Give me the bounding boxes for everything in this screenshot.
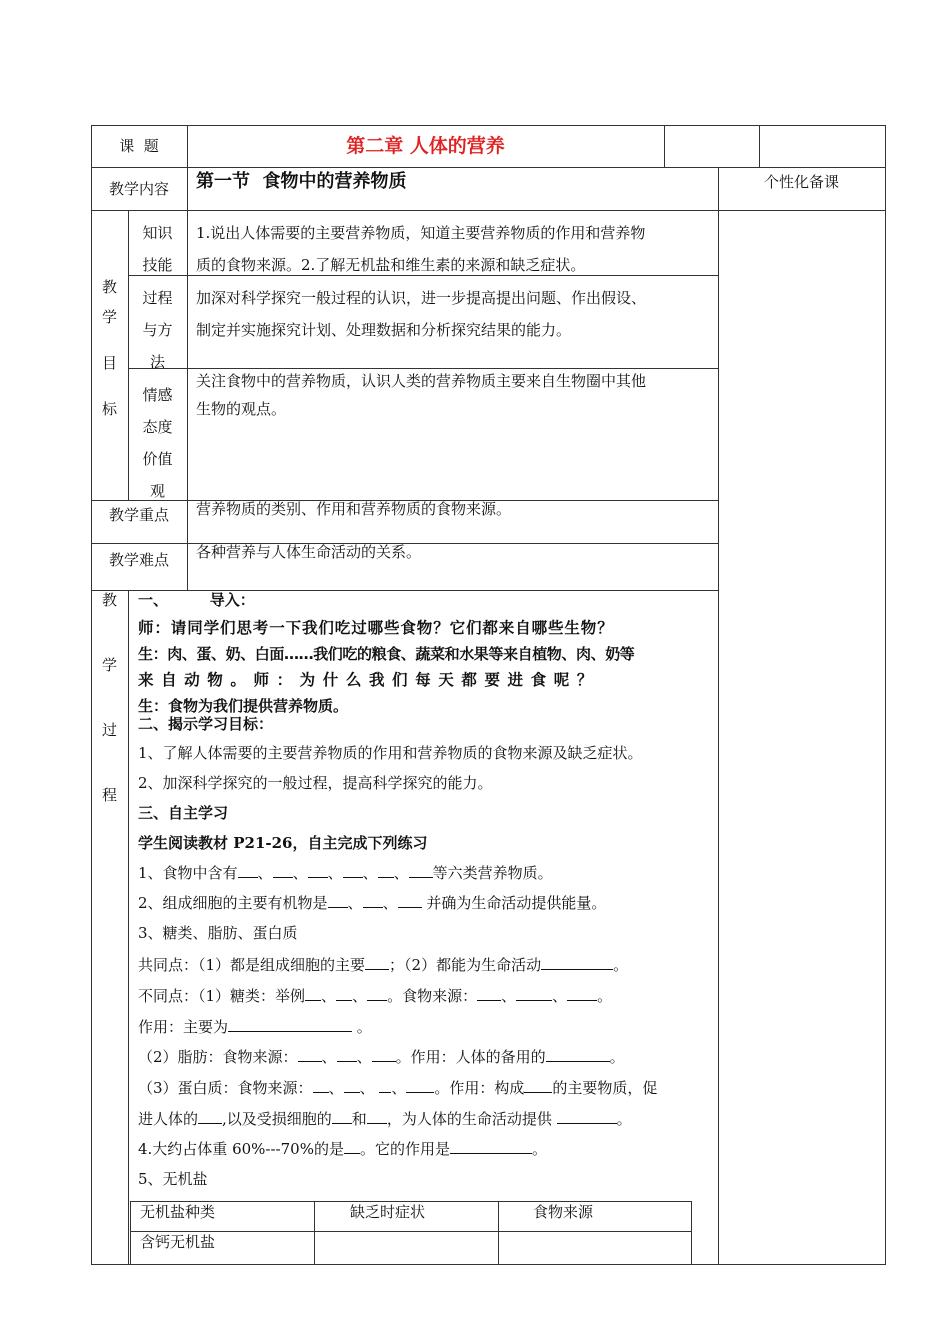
fill-blank[interactable] bbox=[308, 861, 328, 878]
question-3-common: 共同点：（1）都是组成细胞的主要 ；（2）都能为生命活动 。 bbox=[138, 950, 628, 980]
table-header-type: 无机盐种类 bbox=[140, 1203, 216, 1221]
question-5: 5、无机盐 bbox=[138, 1170, 208, 1188]
fill-blank[interactable] bbox=[450, 1137, 532, 1154]
question-4: 4.大约占体重 60%---70%的是 。它的作用是 。 bbox=[138, 1134, 547, 1164]
fill-blank[interactable] bbox=[516, 984, 552, 1001]
topic-label: 课 题 bbox=[119, 137, 159, 155]
fill-blank[interactable] bbox=[298, 1045, 322, 1062]
fill-blank[interactable] bbox=[305, 984, 321, 1001]
fill-blank[interactable] bbox=[198, 1107, 222, 1124]
key-point-label: 教学重点 bbox=[108, 506, 169, 524]
fill-blank[interactable] bbox=[398, 891, 422, 908]
fill-blank[interactable] bbox=[273, 861, 293, 878]
fill-blank[interactable] bbox=[313, 1076, 329, 1093]
difficulty-text: 各种营养与人体生命活动的关系。 bbox=[196, 543, 422, 561]
goal-item: 2、加深科学探究的一般过程，提高科学探究的能力。 bbox=[138, 774, 493, 792]
topic-value: 第二章 人体的营养 bbox=[346, 135, 505, 157]
difficulty-label: 教学难点 bbox=[108, 551, 169, 569]
key-point-text: 营养物质的类别、作用和营养物质的食物来源。 bbox=[196, 500, 512, 518]
question-1: 1、食物中含有 、 、 、 、 、 等六类营养物质。 bbox=[138, 858, 553, 888]
fill-blank[interactable] bbox=[372, 1045, 396, 1062]
fill-blank[interactable] bbox=[343, 861, 363, 878]
fill-blank[interactable] bbox=[344, 1137, 360, 1154]
fill-blank[interactable] bbox=[379, 1076, 391, 1093]
fill-blank[interactable] bbox=[546, 1045, 610, 1062]
table-header-source: 食物来源 bbox=[533, 1203, 594, 1221]
fill-blank[interactable] bbox=[409, 861, 433, 878]
fill-blank[interactable] bbox=[365, 953, 389, 970]
intro-heading: 一、 导入： bbox=[138, 591, 255, 609]
fill-blank[interactable] bbox=[367, 1107, 387, 1124]
question-3: 3、糖类、脂肪、蛋白质 bbox=[138, 924, 298, 942]
fill-blank[interactable] bbox=[363, 891, 383, 908]
fill-blank[interactable] bbox=[336, 984, 352, 1001]
fill-blank[interactable] bbox=[238, 861, 258, 878]
goals-heading: 二、揭示学习目标： bbox=[138, 715, 274, 733]
question-3-diff: 不同点：（1）糖类：举例 、 、 。食物来源： 、 、 。 bbox=[138, 981, 612, 1011]
fill-blank[interactable] bbox=[328, 891, 348, 908]
fill-blank[interactable] bbox=[344, 1076, 360, 1093]
question-2: 2、组成细胞的主要有机物是 、 、 并确为生命活动提供能量。 bbox=[138, 888, 606, 918]
self-study-heading: 三、自主学习 bbox=[138, 804, 229, 822]
fill-blank[interactable] bbox=[557, 1107, 617, 1124]
fill-blank[interactable] bbox=[332, 1107, 352, 1124]
question-3-fat: （2）脂肪：食物来源： 、 、 。作用：人体的备用的 。 bbox=[138, 1042, 625, 1072]
fill-blank[interactable] bbox=[337, 1045, 357, 1062]
fill-blank[interactable] bbox=[524, 1076, 552, 1093]
content-label: 教学内容 bbox=[108, 180, 169, 198]
question-3-use: 作用：主要为 。 bbox=[138, 1012, 372, 1042]
fill-blank[interactable] bbox=[567, 984, 597, 1001]
fill-blank[interactable] bbox=[477, 984, 501, 1001]
fill-blank[interactable] bbox=[367, 984, 387, 1001]
table-header-symptom: 缺乏时症状 bbox=[350, 1203, 426, 1221]
question-3-protein: （3）蛋白质：食物来源： 、 、 、 。作用：构成 的主要物质，促 bbox=[138, 1073, 657, 1103]
table-row: 含钙无机盐 bbox=[140, 1233, 216, 1251]
goal-item: 1、了解人体需要的主要营养物质的作用和营养物质的食物来源及缺乏症状。 bbox=[138, 744, 643, 762]
content-value: 第一节 食物中的营养物质 bbox=[196, 171, 407, 192]
self-study-instruction: 学生阅读教材 P21-26，自主完成下列练习 bbox=[138, 834, 428, 852]
fill-blank[interactable] bbox=[378, 861, 394, 878]
question-3-protein-cont: 进人体的 ,以及受损细胞的 和 ，为人体的生命活动提供 。 bbox=[138, 1104, 632, 1134]
fill-blank[interactable] bbox=[406, 1076, 434, 1093]
fill-blank[interactable] bbox=[541, 953, 613, 970]
personal-prep-label: 个性化备课 bbox=[763, 173, 839, 191]
fill-blank[interactable] bbox=[228, 1015, 352, 1032]
